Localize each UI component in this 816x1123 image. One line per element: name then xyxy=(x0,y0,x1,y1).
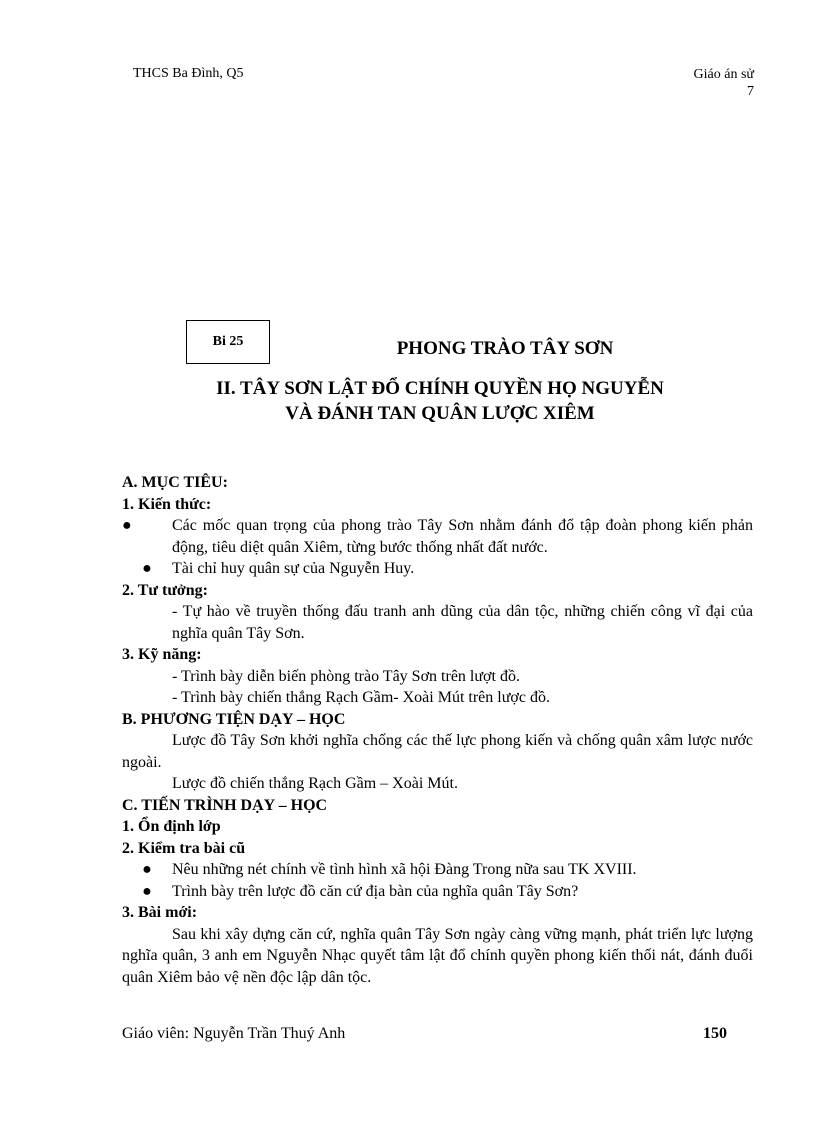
paragraph: - Tự hào về truyền thống đấu tranh anh dũng của dân tộc, những chiến công vĩ đại của nghĩa quân Tây Sơn. xyxy=(172,603,753,642)
list-item-text: Các mốc quan trọng của phong trào Tây Sơn nhằm đánh đổ tập đoàn phong kiến phản động, tiêu diệt quân Xiêm, từng bước thống nhất đất nước. xyxy=(172,517,753,556)
paragraph: Lược đồ Tây Sơn khởi nghĩa chống các thế lực phong kiến và chống quân xâm lược nước ngoài. xyxy=(122,732,753,771)
section-c1-heading: 1. Ổn định lớp xyxy=(122,818,221,835)
section-c2-heading: 2. Kiểm tra bài cũ xyxy=(122,839,246,857)
paragraph: - Trình bày diễn biến phòng trào Tây Sơn trên lượt đồ. xyxy=(172,667,520,685)
section-c-heading: C. TIẾN TRÌNH DẠY – HỌC xyxy=(122,796,328,814)
list-item-text: Tài chỉ huy quân sự của Nguyễn Huy. xyxy=(172,560,415,577)
bullet-icon: ● xyxy=(142,882,152,900)
paragraph: Lược đồ chiến thắng Rạch Gầm – Xoài Mút. xyxy=(172,775,458,792)
lesson-subtitle-line1: II. TÂY SƠN LẬT ĐỔ CHÍNH QUYỀN HỌ NGUYỄN xyxy=(216,378,664,399)
lesson-subtitle xyxy=(120,376,760,426)
paragraph: Sau khi xây dựng căn cứ, nghĩa quân Tây Sơn ngày càng vững mạnh, phát triển lực lượng nghĩa quân, 3 anh em Nguyễn Nhạc quyết tâm lật đổ chính quyền phong kiến thối nát, đánh đuổi quân Xiêm bảo vệ nền độc lập dân tộc. xyxy=(122,925,753,986)
list-item xyxy=(122,515,753,558)
list-item xyxy=(122,558,753,580)
section-b-heading: B. PHƯƠNG TIỆN DẠY – HỌC xyxy=(122,710,346,728)
bullet-icon: ● xyxy=(142,560,152,577)
section-a3-heading: 3. Kỹ năng: xyxy=(122,646,202,663)
section-a2-heading: 2. Tư tưởng: xyxy=(122,581,208,599)
document-subject: Giáo án sử xyxy=(693,67,754,82)
lesson-body xyxy=(122,472,753,988)
section-a-heading: A. MỤC TIÊU: xyxy=(122,474,228,491)
page-number: 150 xyxy=(703,1025,727,1042)
list-item-text: Nêu những nét chính về tình hình xã hội Đàng Trong nữa sau TK XVIII. xyxy=(172,861,637,878)
lesson-number-box: Bi 25 xyxy=(186,320,270,364)
list-item xyxy=(122,859,753,881)
list-item xyxy=(122,881,753,903)
document-label xyxy=(694,66,754,100)
lesson-title: PHONG TRÀO TÂY SƠN xyxy=(396,338,614,359)
school-name: THCS Ba Đình, Q5 xyxy=(133,66,244,81)
section-a1-heading: 1. Kiến thức: xyxy=(122,495,212,513)
section-c3-heading: 3. Bài mới: xyxy=(122,904,198,921)
lesson-subtitle-line2: VÀ ĐÁNH TAN QUÂN LƯỢC XIÊM xyxy=(285,403,595,424)
bullet-icon: ● xyxy=(122,517,132,534)
paragraph: - Trình bày chiến thắng Rạch Gầm- Xoài Mút trên lược đồ. xyxy=(172,689,550,706)
bullet-icon: ● xyxy=(142,861,152,878)
list-item-text: Trình bày trên lược đồ căn cứ địa bàn của nghĩa quân Tây Sơn? xyxy=(172,882,579,900)
teacher-name: Giáo viên: Nguyễn Trần Thuý Anh xyxy=(122,1025,346,1042)
document-grade: 7 xyxy=(747,84,754,99)
